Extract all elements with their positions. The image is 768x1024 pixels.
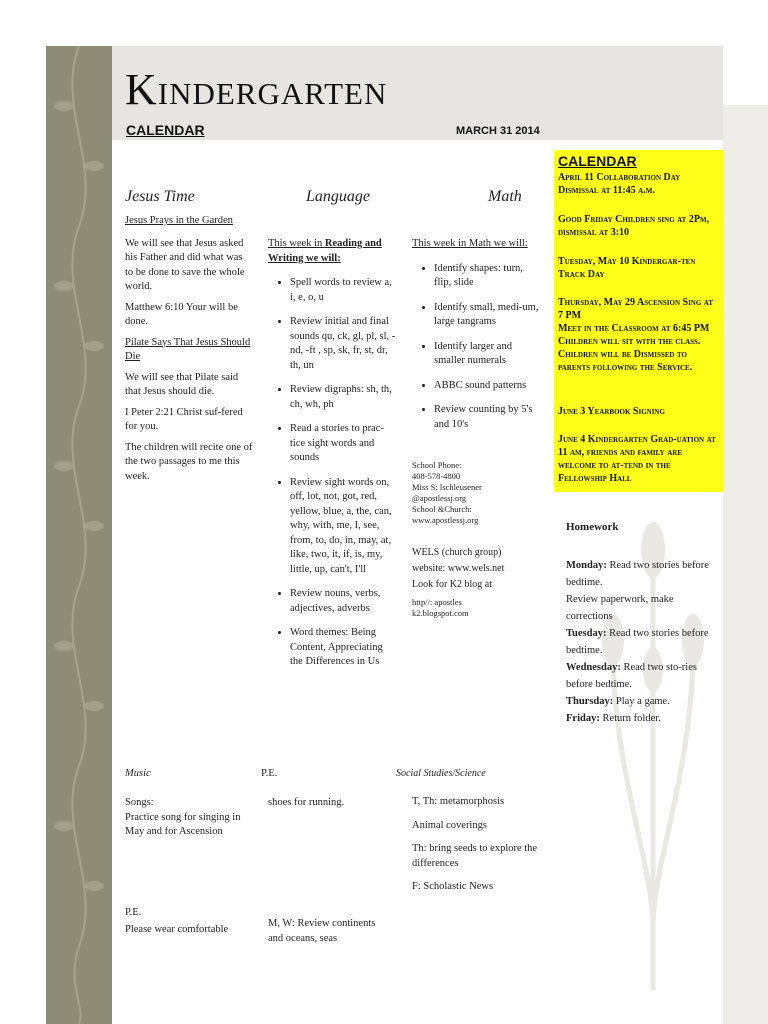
homework-thursday: Thursday: Play a game.: [566, 696, 670, 707]
language-intro: This week in Reading and Writing we will:: [268, 238, 382, 264]
homework-title: Homework: [566, 521, 619, 533]
calendar-event: Thursday, May 29 Ascension Sing at 7 PM: [558, 297, 713, 321]
language-column: [268, 237, 398, 680]
music-heading: Music: [125, 768, 151, 779]
calendar-event: Meet in the Classroom at 6:45 PM Children will sit with the class. Children will be Dismissed to parents following the Service.: [558, 323, 710, 373]
list-item: • ABBC sound patterns: [434, 379, 540, 394]
music-line: Songs:: [125, 797, 154, 808]
list-item: • Review initial and final sounds qu, ck, gl, pl, sl, -nd, -ft , sp, sk, fr, st, dr, th, un: [290, 315, 398, 373]
geography-text: M, W: Review continents and oceans, seas: [268, 918, 376, 944]
list-item: • Read a stories to prac-tice sight words and sounds: [290, 422, 398, 466]
page-title: Kindergarten: [125, 65, 388, 114]
math-column: [412, 237, 540, 442]
list-item: • Word themes: Being Content, Appreciating the Differences in Us: [290, 626, 398, 670]
math-intro: This week in Math we will:: [412, 238, 528, 249]
scripture: Matthew 6:10 Your will be done.: [125, 301, 238, 327]
jesus-column: [125, 214, 253, 490]
social-studies-text: [412, 795, 540, 901]
floral-pattern-icon: [46, 46, 112, 1024]
homework-friday: Friday: Return folder.: [566, 713, 661, 724]
contact-line: 408-578-4800: [412, 471, 461, 481]
pe-heading: P.E.: [261, 768, 278, 779]
music-line: Practice song for singing in May and for Ascension: [125, 811, 241, 837]
school-contact: [412, 460, 540, 526]
language-heading: Language: [306, 188, 370, 205]
calendar-event: Good Friday Children sing at 2Pm, dismissal at 3:10: [558, 214, 710, 238]
right-side-band: [723, 105, 768, 1024]
contact-line: www.apostlessj.org: [412, 515, 479, 525]
social-line: T, Th: metamorphosis: [412, 796, 505, 807]
wels-line: WELS (church group): [412, 547, 502, 558]
calendar-label: CALENDAR: [126, 122, 205, 138]
newsletter-date: MARCH 31 2014: [456, 125, 540, 137]
homework-monday-extra: Review paperwork, make corrections: [566, 594, 674, 622]
social-line: Animal coverings: [412, 819, 487, 831]
wels-line: http//: apostles: [412, 597, 462, 607]
pe-left-heading: P.E.: [125, 907, 142, 918]
list-item: • Identify larger and smaller numerals: [434, 340, 540, 369]
pe-text: shoes for running.: [268, 797, 345, 808]
paragraph: The children will recite one of the two passages to me this week.: [125, 441, 253, 482]
homework-list: [566, 557, 716, 727]
scripture: I Peter 2:21 Christ suf-fered for you.: [125, 406, 243, 432]
list-item: • Review nouns, verbs, adjectives, adverbs: [290, 587, 398, 616]
section-title: Pilate Says That Jesus Should Die: [125, 336, 251, 362]
list-item: • Spell words to review a, i, e, o, u: [290, 276, 398, 305]
jesus-time-heading: Jesus Time: [125, 188, 195, 205]
calendar-event: Tuesday, May 10 Kindergar-ten Track Day: [558, 256, 696, 280]
list-item: • Review digraphs: sh, th, ch, wh, ph: [290, 383, 398, 412]
calendar-event: April 11 Collaboration Day Dismissal at 11:45 a.m.: [558, 172, 681, 196]
contact-line: @apostlessj.org: [412, 493, 467, 503]
contact-line: Miss S: lschleusener: [412, 482, 482, 492]
math-list: [412, 262, 540, 433]
wels-line: Look for K2 blog at: [412, 579, 492, 590]
calendar-event: June 3 Yearbook Signing: [558, 406, 665, 417]
wels-line: website: www.wels.net: [412, 563, 505, 574]
list-item: • Review counting by 5's and 10's: [434, 403, 540, 432]
social-line: F: Scholastic News: [412, 881, 494, 892]
homework-monday: Monday: Read two stories before bedtime.: [566, 560, 709, 588]
wels-info: [412, 545, 547, 619]
contact-line: School &Church:: [412, 504, 472, 514]
calendar-event: June 4 Kindergarten Grad-uation at 11 am, friends and family are welcome to at-tend in the Fellowship Hall: [558, 434, 716, 484]
paragraph: We will see that Jesus asked his Father and did what was to be done to save the whole world.: [125, 237, 245, 292]
calendar-box-title: CALENDAR: [558, 153, 637, 169]
music-text: [125, 796, 260, 840]
social-line: Th: bring seeds to explore the differences: [412, 843, 538, 869]
homework-tuesday: Tuesday: Read two stories before bedtime.: [566, 628, 709, 656]
pe-left-text: Please wear comfortable: [125, 924, 229, 935]
homework-wednesday: Wednesday: Read two sto-ries before bedtime.: [566, 662, 697, 690]
section-title: Jesus Prays in the Garden: [125, 215, 233, 226]
wels-line: k2.blogspot.com: [412, 608, 469, 618]
paragraph: We will see that Pilate said that Jesus should die.: [125, 371, 239, 397]
contact-line: School Phone:: [412, 460, 462, 470]
list-item: • Identify shapes: turn, flip, slide: [434, 262, 540, 291]
list-item: • Identify small, medi-um, large tangrams: [434, 301, 540, 330]
social-studies-heading: Social Studies/Science: [396, 768, 486, 779]
decorative-side-band: [46, 46, 112, 1024]
math-heading: Math: [488, 188, 522, 205]
list-item: • Review sight words on, off, lot, not, got, red, yellow, blue, a, the, can, why, with, me, I, see, from, to, do, in, may, at, like, two, it, if, is, my, little, up, can't, I'll: [290, 476, 398, 578]
language-list: [268, 276, 398, 670]
